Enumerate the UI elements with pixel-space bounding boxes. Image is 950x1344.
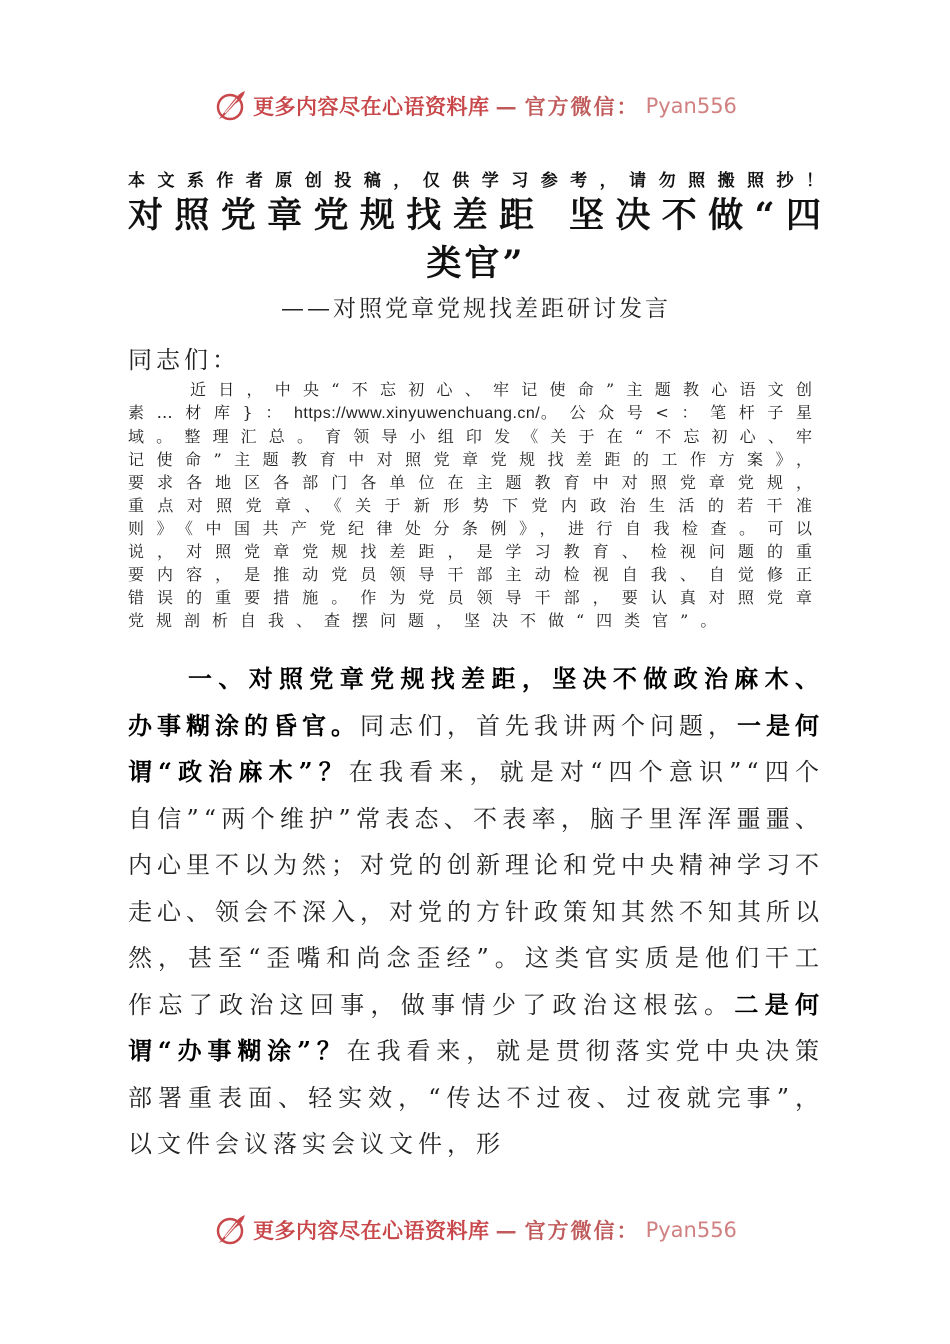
watermark-top xyxy=(0,86,950,126)
watermark-bottom xyxy=(0,1210,950,1250)
title-line-2: 类官” xyxy=(426,243,526,284)
document-title xyxy=(128,192,824,288)
quill-logo-icon xyxy=(213,89,247,123)
greeting: 同志们： xyxy=(128,346,240,374)
section-1-point-1: 一是何谓“政治麻木”？ xyxy=(128,710,824,786)
intro-url: https://www.xinyuwenchuang.cn/ xyxy=(294,405,541,422)
intro-text-1: 近日，中央“不忘初心、牢记使命”主题教心语文创素…材库}： xyxy=(128,380,824,422)
watermark-wechat-label: 官方微信： xyxy=(524,1218,640,1243)
watermark-wechat-id: Pyan556 xyxy=(645,94,737,118)
section-1-point-2: 二是何谓“办事糊涂”？ xyxy=(128,989,825,1065)
intro-text-2: 。公众号<：笔杆子星域。整理汇总。育领导小组印发《关于在“不忘初心、牢记使命”主题教育中对照党章党规找差距的工作方案》，要求各地区各部门各单位在主题教育中对照党章党规，重点对照党章、《关于新形势下党内政治生活的若干准则》《中国共产党纪律处分条例》，进行自我检查。可以说，对照党章党规找差距，是学习教育、检视问题的重要内容，是推动党员领导干部主动检视自我、自觉修正错误的重要措施。作为党员领导干部，要认真对照党章党规剖析自我、查摆问题，坚决不做“四类官”。 xyxy=(128,403,824,630)
watermark-separator: — xyxy=(495,1217,519,1243)
copyright-notice: 本文系作者原创投稿，仅供学习参考，请勿照搬照抄！ xyxy=(128,171,824,191)
section-1 xyxy=(128,656,824,1168)
section-1-heading: 一、对照党章党规找差距，坚决不做政治麻木、办事糊涂的昏官。 xyxy=(128,664,824,740)
watermark-wechat-id: Pyan556 xyxy=(645,1218,737,1242)
watermark-brand: 更多内容尽在心语资料库 xyxy=(253,94,490,119)
section-1-text-1: 同志们，首先我讲两个问题， xyxy=(360,711,737,740)
watermark-separator: — xyxy=(495,93,519,119)
section-1-text-2: 在我看来，就是对“四个意识”“四个自信”“两个维护”常表态、不表率，脑子里浑浑噩噩、内心里不以为然；对党的创新理论和党中央精神学习不走心、领会不深入，对党的方针政策知其然不知其所以然，甚至“歪嘴和尚念歪经”。这类官实质是他们干工作忘了政治这回事，做事情少了政治这根弦。 xyxy=(128,758,825,1019)
watermark-wechat-label: 官方微信： xyxy=(524,94,640,119)
document-subtitle: ——对照党章党规找差距研讨发言 xyxy=(281,296,671,322)
title-line-1: 对照党章党规找差距 坚决不做“四 xyxy=(128,195,824,236)
section-1-text-3: 在我看来，就是贯彻落实党中央决策部署重表面、轻实效，“传达不过夜、过夜就完事”，以文件会议落实会议文件，形 xyxy=(128,1037,825,1158)
watermark-brand: 更多内容尽在心语资料库 xyxy=(253,1218,490,1243)
quill-logo-icon xyxy=(213,1213,247,1247)
intro-paragraph xyxy=(128,378,824,632)
